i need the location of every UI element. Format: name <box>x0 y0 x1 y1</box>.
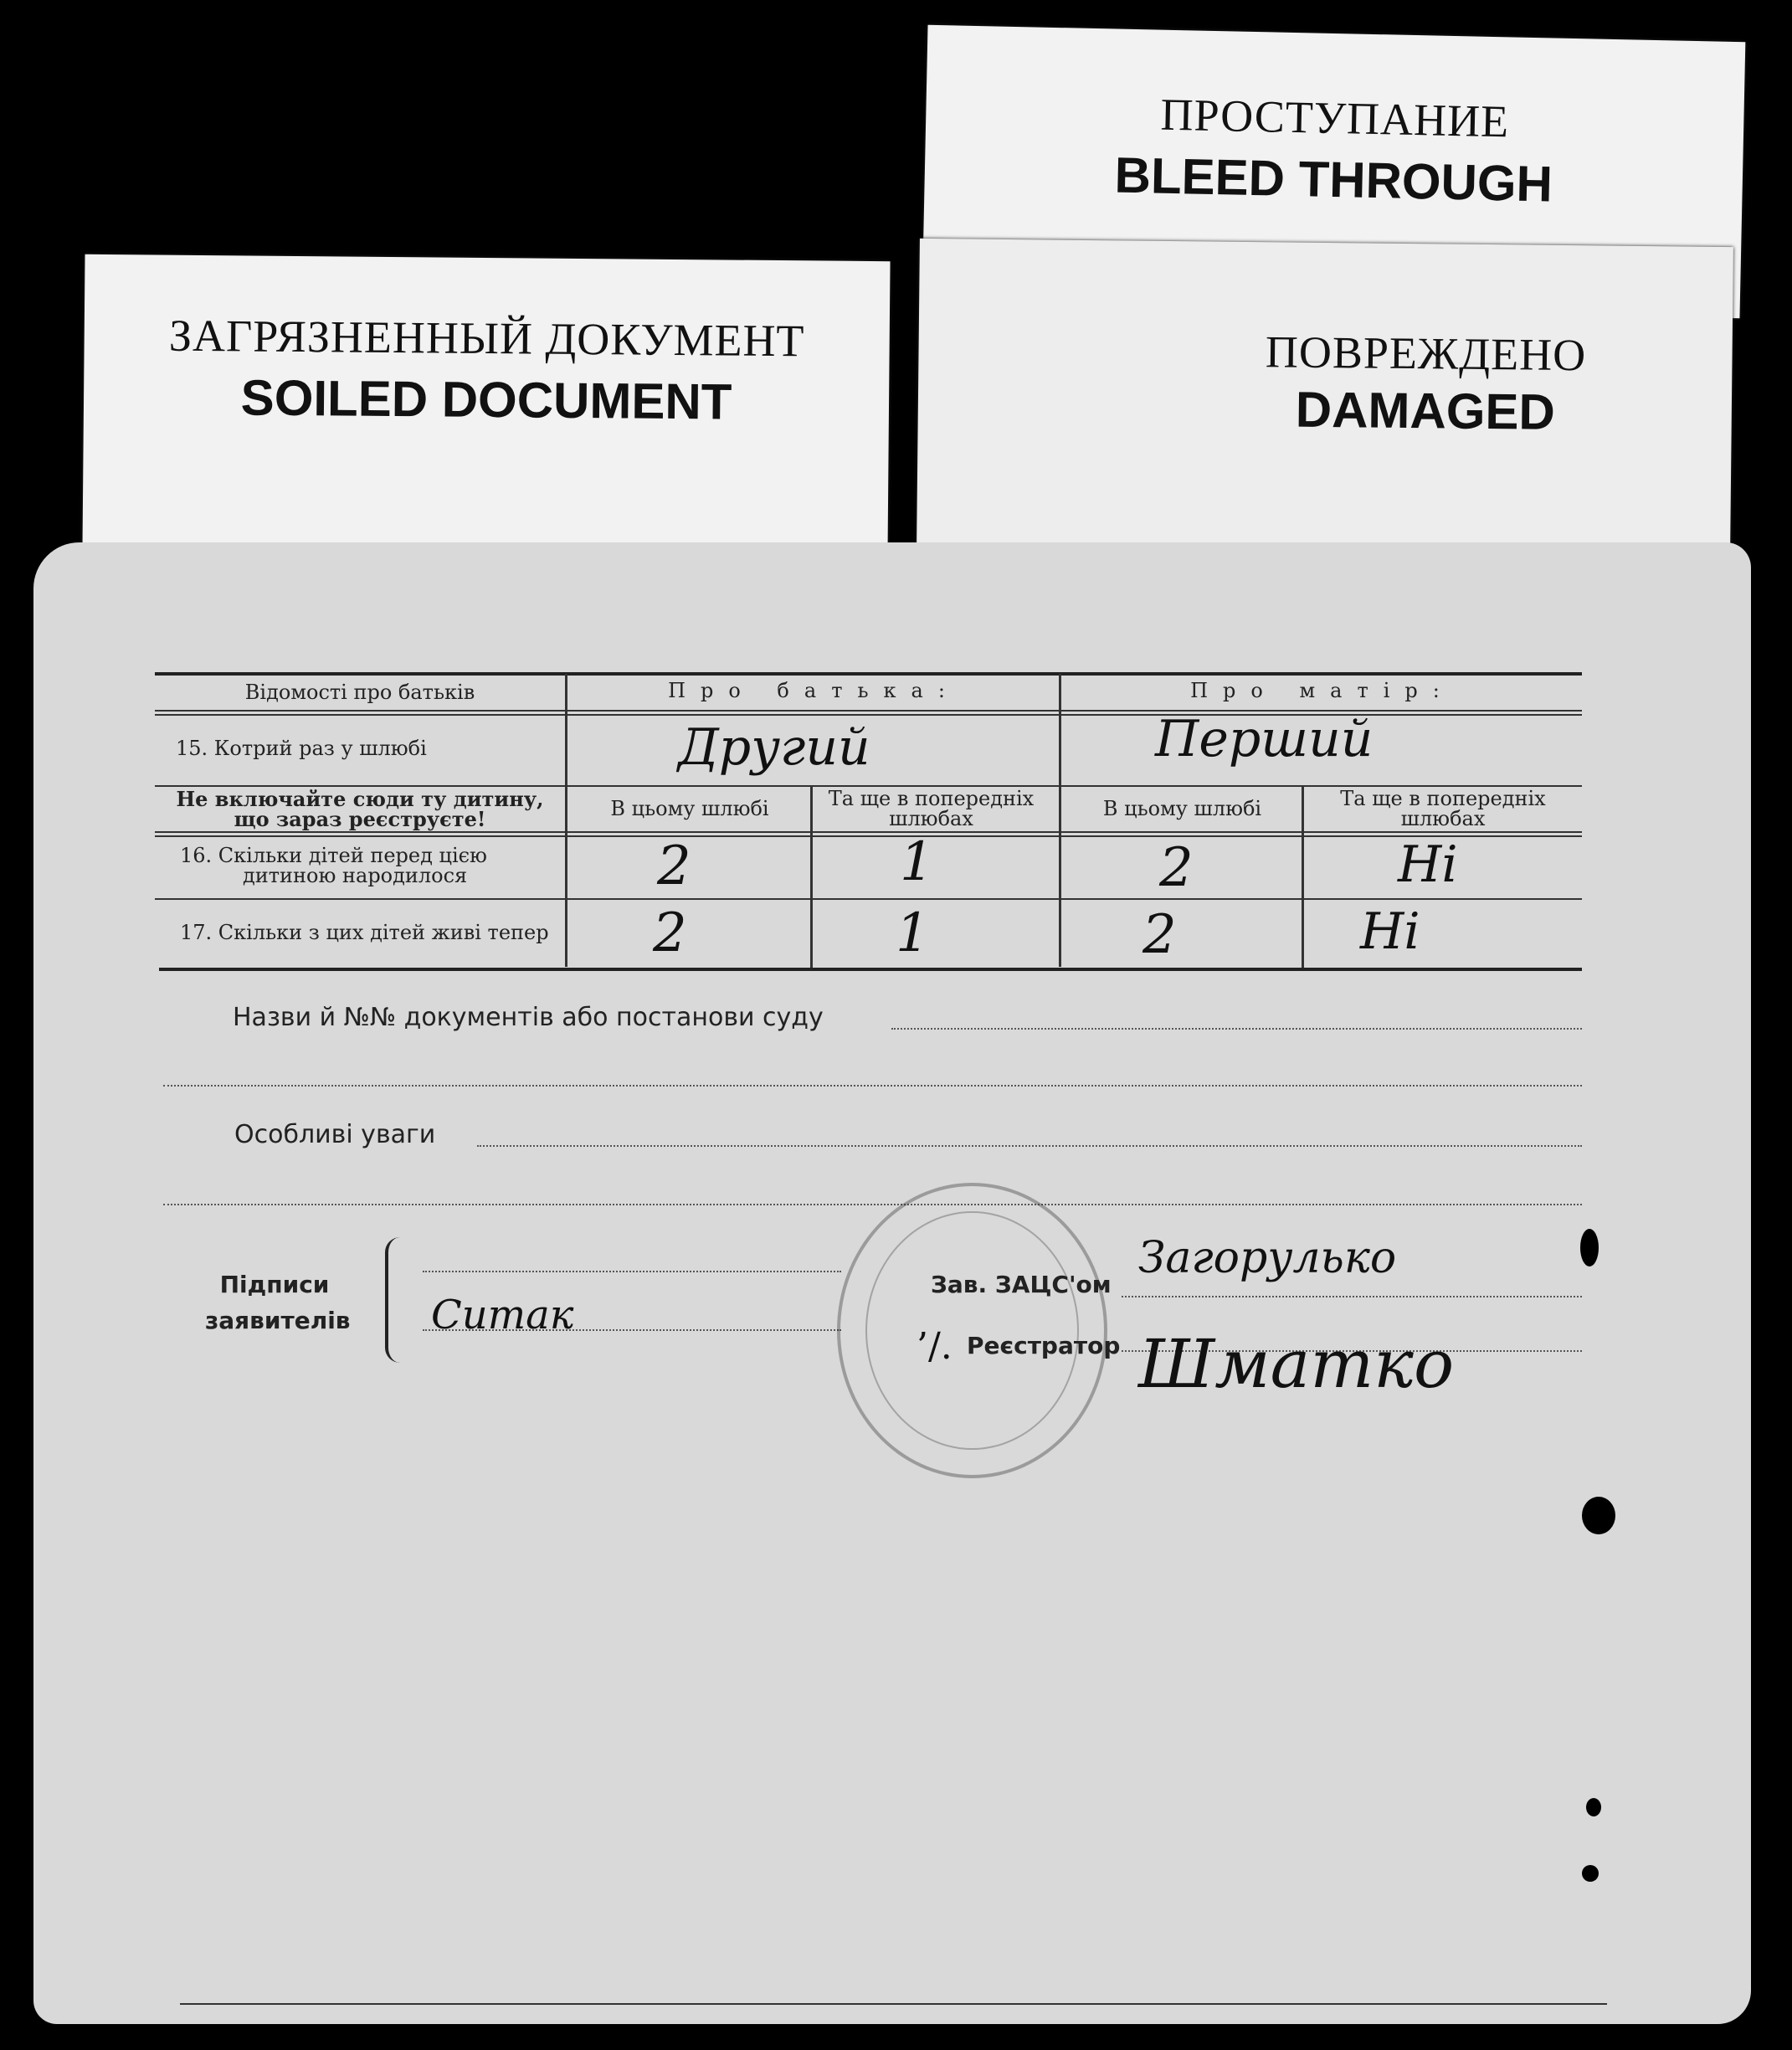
bottom-edge-rule <box>180 2003 1607 2005</box>
signatures-brace <box>385 1237 407 1363</box>
header-mother: Про матір: <box>1190 679 1455 702</box>
table-vline <box>565 674 567 967</box>
subheader-this-marriage: В цьому шлюбі <box>1102 797 1262 820</box>
signatures-label-line1: Підписи <box>219 1271 330 1298</box>
row17-father-prev: 1 <box>896 902 930 964</box>
row16-father-prev: 1 <box>900 831 934 893</box>
stamp-inner-ring <box>865 1211 1079 1450</box>
table-rule <box>155 831 1582 833</box>
table-rule <box>155 835 1582 837</box>
subheader-previous-line2: шлюбах <box>889 807 973 830</box>
row17-mother-this: 2 <box>1142 904 1177 966</box>
damage-hole <box>1586 1798 1601 1816</box>
table-bottom-rule <box>159 968 1582 971</box>
row15-father-value: Другий <box>678 718 870 777</box>
card-en-text: SOILED DOCUMENT <box>240 369 732 430</box>
header-father: Про батька: <box>668 679 960 702</box>
subheader-previous-line1: Та ще в попередніх <box>1340 787 1546 810</box>
subheader-previous-line2: шлюбах <box>1400 807 1486 830</box>
damage-hole <box>1580 1229 1599 1266</box>
official-stamp <box>837 1183 1107 1478</box>
card-ru-text: ЗАГРЯЗНЕННЫЙ ДОКУМЕНТ <box>168 310 805 367</box>
row16-label-line1: 16. Скільки дітей перед цією <box>180 844 487 867</box>
row15-mother-value: Перший <box>1155 710 1374 768</box>
row16-mother-prev: Ні <box>1398 835 1458 894</box>
table-top-rule <box>155 672 1582 676</box>
documents-line-2 <box>163 1085 1582 1087</box>
head-label: Зав. ЗАЦС'ом <box>931 1271 1112 1298</box>
document-sheet <box>33 542 1751 2024</box>
signatures-label-line2: заявителів <box>205 1307 351 1334</box>
damage-hole <box>1582 1497 1615 1534</box>
card-en-text: BLEED THROUGH <box>1113 146 1553 213</box>
documents-label: Назви й №№ документів або постанови суду <box>233 1003 824 1032</box>
damaged-card <box>917 239 1733 557</box>
registrar-signature: Шматко <box>1138 1325 1455 1403</box>
row15-label: 15. Котрий раз у шлюбі <box>176 737 427 760</box>
damage-hole <box>1582 1865 1599 1882</box>
registrar-prefix: ’/. <box>917 1325 952 1368</box>
note-line2: що зараз реєструєте! <box>234 807 486 831</box>
card-ru-text: ПРОСТУПАНИЕ <box>1159 89 1510 147</box>
table-vline <box>1059 674 1061 967</box>
remarks-label: Особливі уваги <box>234 1120 436 1149</box>
subheader-this-marriage: В цьому шлюбі <box>610 797 769 820</box>
signature-line <box>423 1271 841 1272</box>
row17-father-this: 2 <box>653 902 687 964</box>
row16-label-line2: дитиною народилося <box>243 864 468 887</box>
subheader-previous-line1: Та ще в попередніх <box>828 787 1035 810</box>
card-en-text: DAMAGED <box>1295 381 1556 440</box>
head-signature: Загорулько <box>1138 1233 1397 1283</box>
remarks-line <box>477 1145 1582 1147</box>
head-line <box>1122 1296 1582 1297</box>
note-line1: Не включайте сюди ту дитину, <box>176 787 544 811</box>
applicant-signature: Ситак <box>431 1292 574 1338</box>
header-label: Відомості про батьків <box>244 681 475 704</box>
row16-mother-this: 2 <box>1159 837 1194 899</box>
remarks-line-2 <box>163 1204 1582 1205</box>
table-rule <box>155 898 1582 900</box>
registrar-label: Реєстратор <box>967 1332 1121 1359</box>
documents-line <box>891 1028 1582 1030</box>
row16-father-this: 2 <box>657 835 691 897</box>
soiled-document-card <box>82 254 890 558</box>
row17-label: 17. Скільки з цих дітей живі тепер <box>180 921 549 944</box>
row17-mother-prev: Ні <box>1360 902 1420 961</box>
card-ru-text: ПОВРЕЖДЕНО <box>1265 326 1587 381</box>
